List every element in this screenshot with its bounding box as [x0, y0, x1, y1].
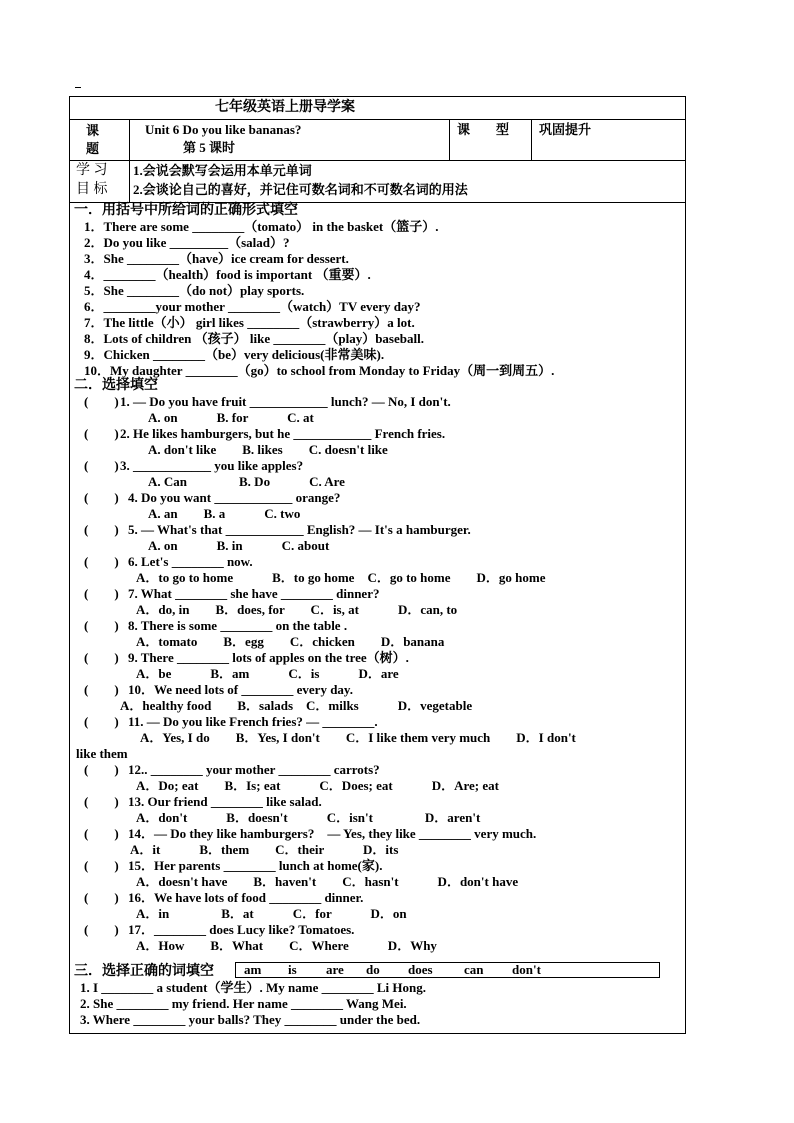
question-options: A．to go to home B．to go home C．go to home D．go home [136, 570, 546, 585]
exercise-item: 9．Chicken ________（be）very delicious(非常美味). [84, 347, 385, 362]
exercise-item: 1. I ________ a student（学生）. My name ________ Li Hong. [80, 980, 426, 995]
topic-label: 课 [86, 123, 100, 138]
question: 7. What ________ she have ________ dinner? [128, 586, 380, 601]
exercise-item: 3．She ________（have）ice cream for dessert. [84, 251, 349, 266]
exercise-item: 2．Do you like _________（salad）? [84, 235, 290, 250]
word-bank-item: don't [512, 962, 541, 977]
word-bank-box [235, 962, 660, 978]
exercise-item: 7．The little（小） girl likes ________（strawberry）a lot. [84, 315, 415, 330]
question-options: A．be B．am C．is D．are [136, 666, 399, 681]
type-value: 巩固提升 [539, 122, 592, 137]
exercise-item: 6．________your mother ________（watch）TV every day? [84, 299, 421, 314]
word-bank-item: is [288, 962, 297, 977]
stray-mark [75, 87, 81, 88]
goal-label: 目 标 [76, 182, 108, 197]
exercise-item: 8．Lots of children （孩子） like ________（play）baseball. [84, 331, 424, 346]
question-options: A．healthy food B．salads C．milks D．vegetable [120, 698, 473, 713]
word-bank-item: does [408, 962, 433, 977]
answer-bracket: ( ) [84, 794, 119, 809]
question-options: A. Can B. Do C. Are [148, 474, 345, 489]
question-options: A. on B. in C. about [148, 538, 330, 553]
answer-bracket: ( ) [84, 922, 119, 937]
goal-item: 1.会说会默写会运用本单元单词 [133, 163, 312, 178]
goal-label: 学 习 [76, 163, 108, 178]
question-options: A．it B．them C．their D．its [130, 842, 399, 857]
question: 9. There ________ lots of apples on the tree（树）. [128, 650, 409, 665]
answer-bracket: ( ) [84, 522, 119, 537]
question: 14．— Do they like hamburgers? — Yes, they like ________ very much. [128, 826, 537, 841]
question: 3. ____________ you like apples? [120, 458, 304, 473]
answer-bracket: ( ) [84, 490, 119, 505]
question-options: A. don't like B. likes C. doesn't like [148, 442, 388, 457]
question-options: A．do, in B．does, for C．is, at D．can, to [136, 602, 458, 617]
question-options: A．in B．at C．for D．on [136, 906, 407, 921]
exercise-item: 4．________（health）food is important （重要）. [84, 267, 371, 282]
answer-bracket: ( ) [84, 554, 119, 569]
answer-bracket: ( ) [84, 762, 119, 777]
type-label: 课 型 [457, 122, 510, 137]
goals-row [70, 160, 685, 203]
answer-bracket: ( ) [84, 618, 119, 633]
topic-unit: Unit 6 Do you like bananas? [145, 122, 302, 137]
question: 17．________ does Lucy like? Tomatoes. [128, 922, 355, 937]
question: 16．We have lots of food ________ dinner. [128, 890, 364, 905]
question-options: A．How B．What C．Where D．Why [136, 938, 437, 953]
answer-bracket: ( ) [84, 426, 119, 441]
question-options: A. an B. a C. two [148, 506, 301, 521]
goal-item: 2.会谈论自己的喜好，并记住可数名词和不可数名词的用法 [133, 182, 468, 197]
title-row [70, 97, 685, 120]
goal-label-cell [70, 160, 130, 202]
word-bank-item: can [464, 962, 484, 977]
question-options: A．don't B．doesn't C．isn't D．aren't [136, 810, 481, 825]
answer-bracket: ( ) [84, 586, 119, 601]
word-bank-item: do [366, 962, 380, 977]
answer-bracket: ( ) [84, 858, 119, 873]
exercise-item: 3. Where ________ your balls? They ________ under the bed. [80, 1012, 421, 1027]
section-title: 二．选择填空 [74, 378, 158, 393]
question: 11. — Do you like French fries? — ________. [128, 714, 378, 729]
worksheet-table [69, 96, 686, 1034]
answer-bracket: ( ) [84, 682, 119, 697]
question: 8. There is some ________ on the table . [128, 618, 348, 633]
question-options: A．Yes, I do B．Yes, I don't C．I like them very much D．I don't [140, 730, 576, 745]
exercise-item: 10．My daughter ________（go）to school from Monday to Friday（周一到周五）. [84, 363, 555, 378]
question-options: A. on B. for C. at [148, 410, 314, 425]
answer-bracket: ( ) [84, 394, 119, 409]
section-title: 三．选择正确的词填空 [74, 964, 214, 979]
question-options: A．tomato B．egg C．chicken D．banana [136, 634, 445, 649]
topic-value-cell [129, 119, 450, 160]
answer-bracket: ( ) [84, 714, 119, 729]
question-options-continued: like them [76, 746, 128, 761]
question: 13. Our friend ________ like salad. [128, 794, 322, 809]
exercise-item: 5．She ________（do not）play sports. [84, 283, 305, 298]
question: 2. He likes hamburgers, but he ____________ French fries. [120, 426, 446, 441]
topic-lesson: 第 5 课时 [183, 140, 236, 155]
section-title: 一．用括号中所给词的正确形式填空 [74, 203, 298, 218]
topic-label-cell [70, 119, 130, 160]
question: 4. Do you want ____________ orange? [128, 490, 341, 505]
topic-row [70, 119, 685, 161]
answer-bracket: ( ) [84, 890, 119, 905]
question: 12.. ________ your mother ________ carrots? [128, 762, 380, 777]
question-options: A．doesn't have B．haven't C．hasn't D．don't have [136, 874, 519, 889]
exercise-item: 2. She ________ my friend. Her name ________ Wang Mei. [80, 996, 407, 1011]
answer-bracket: ( ) [84, 826, 119, 841]
question-options: A．Do; eat B．Is; eat C．Does; eat D．Are; eat [136, 778, 499, 793]
question: 15．Her parents ________ lunch at home(家). [128, 858, 383, 873]
topic-label: 题 [86, 141, 100, 156]
worksheet-title: 七年级英语上册导学案 [215, 100, 355, 115]
question: 6. Let's ________ now. [128, 554, 253, 569]
answer-bracket: ( ) [84, 458, 119, 473]
answer-bracket: ( ) [84, 650, 119, 665]
exercise-item: 1．There are some ________（tomato） in the basket（篮子）. [84, 219, 439, 234]
question: 10．We need lots of ________ every day. [128, 682, 353, 697]
word-bank-item: are [326, 962, 344, 977]
word-bank-item: am [244, 962, 262, 977]
question: 5. — What's that ____________ English? — It's a hamburger. [128, 522, 471, 537]
type-label-cell [449, 119, 532, 160]
question: 1. — Do you have fruit ____________ lunch? — No, I don't. [120, 394, 451, 409]
